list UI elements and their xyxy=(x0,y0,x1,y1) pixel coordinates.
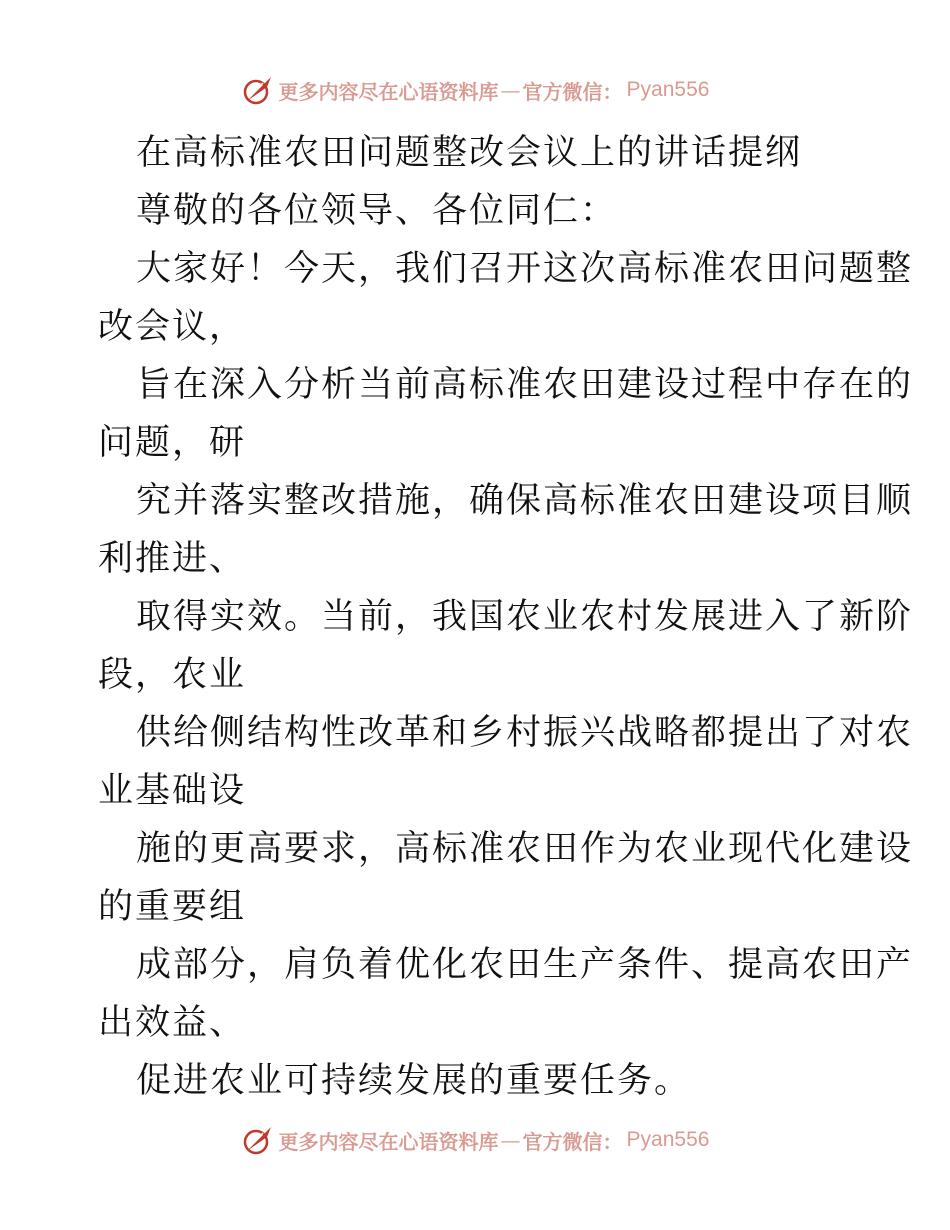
header-watermark xyxy=(0,70,950,110)
quill-pen-circle-icon xyxy=(241,73,275,107)
watermark-label: 官方微信： xyxy=(522,79,623,104)
paragraph-line: 取得实效。当前，我国农业农村发展进入了新阶 xyxy=(136,597,914,637)
paragraph-line: 促进农业可持续发展的重要任务。 xyxy=(136,1061,692,1101)
watermark-dash: — xyxy=(500,1128,521,1152)
paragraph-line: 供给侧结构性改革和乡村振兴战略都提出了对农 xyxy=(136,713,914,753)
paragraph-line: 的重要组 xyxy=(98,887,247,927)
watermark-id: Pyan556 xyxy=(626,1128,710,1151)
paragraph-line: 究并落实整改措施，确保高标准农田建设项目顺 xyxy=(136,481,914,521)
footer-watermark xyxy=(0,1120,950,1160)
watermark-text: 更多内容尽在心语资料库 xyxy=(278,79,499,104)
salutation: 尊敬的各位领导、各位同仁： xyxy=(136,191,618,231)
paragraph-line: 段，农业 xyxy=(98,655,247,695)
watermark-text: 更多内容尽在心语资料库 xyxy=(278,1129,499,1154)
watermark-id: Pyan556 xyxy=(626,78,710,101)
paragraph-line: 利推进、 xyxy=(98,539,247,579)
paragraph-line: 出效益、 xyxy=(98,1003,247,1043)
paragraph-line: 业基础设 xyxy=(98,771,247,811)
paragraph-line: 旨在深入分析当前高标准农田建设过程中存在的 xyxy=(136,365,914,405)
watermark-dash: — xyxy=(500,78,521,102)
paragraph-line: 施的更高要求，高标准农田作为农业现代化建设 xyxy=(136,829,914,869)
paragraph-line: 改会议， xyxy=(98,307,247,347)
watermark-label: 官方微信： xyxy=(522,1129,623,1154)
paragraph-line: 问题，研 xyxy=(98,423,247,463)
paragraph-line: 成部分，肩负着优化农田生产条件、提高农田产 xyxy=(136,945,914,985)
document-body xyxy=(98,124,914,1110)
document-title: 在高标准农田问题整改会议上的讲话提纲 xyxy=(136,133,803,173)
quill-pen-circle-icon xyxy=(241,1123,275,1157)
paragraph-line: 大家好！今天，我们召开这次高标准农田问题整 xyxy=(136,249,914,289)
